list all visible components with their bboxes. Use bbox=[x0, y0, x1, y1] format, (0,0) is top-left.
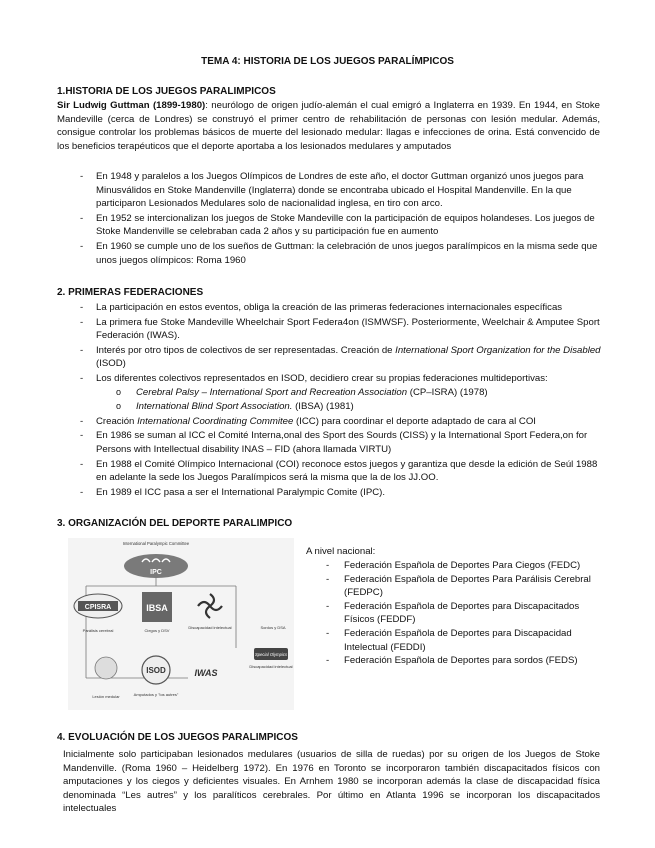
item-text: (ISOD) bbox=[96, 358, 126, 370]
item-text: (CP–ISRA) (1978) bbox=[407, 386, 488, 398]
ipc-logo-text: IPC bbox=[150, 569, 162, 576]
sub-list-item bbox=[96, 386, 601, 400]
special-olympics-text: Special Olympics bbox=[254, 652, 288, 657]
section-2-list bbox=[76, 301, 601, 500]
iwas-text: IWAS bbox=[194, 668, 218, 678]
chart-label: Sordos y DSA bbox=[260, 625, 286, 630]
guttman-name: Sir Ludwig Guttman (1899-1980) bbox=[57, 100, 206, 111]
section-4-text: Inicialmente solo participaban lesionados medulares (usuarios de silla de ruedas) por su origen de los Juegos de Stoke Mandenville. (Roma 1960 – Heidelberg 1972). En 1976 en Toronto se incorporaron también discapacitados físicos con amputaciones y los ciegos y deficientes visuales. En Arnhem 1980 se incorporan además la clase de discapacidad física denominada “Les autres” y los paralíticos cerebrales. Por último en Atlanta 1996 se incorporan los discapacitados intelectuales bbox=[63, 749, 600, 815]
chart-label: Discapacidad intelectual bbox=[249, 664, 293, 669]
list-item: - En 1952 se intercionalizan los juegos de Stoke Mandeville con la participación de equipos holandeses. Los juegos de Stoke Mandenville se celebraban cada 2 años y su participación fue en aumento bbox=[76, 212, 601, 239]
chart-top-label: International Paralympic Committee bbox=[122, 541, 190, 546]
ipc-organization-chart bbox=[68, 538, 294, 710]
chart-label: Lesión medular bbox=[92, 694, 120, 699]
section-4-heading: 4. EVOLUACIÓN DE LOS JUEGOS PARALIMPICOS bbox=[57, 732, 298, 743]
item-text: (IBSA) (1981) bbox=[292, 401, 354, 413]
section-2-heading: 2. PRIMERAS FEDERACIONES bbox=[57, 287, 204, 298]
list-item: - Federación Española de Deportes para Discapacitados Físicos (FEDDF) bbox=[324, 600, 606, 627]
list-item: - La participación en estos eventos, obliga la creación de las primeras federaciones internacionales específicas bbox=[76, 301, 601, 315]
section-1-intro-text: : neurólogo de origen judío-alemán el cual emigró a Inglaterra en 1939. En 1944, en Stoke Mandeville (cerca de Londres) se construyó el primer centro de rehabilitación de personas con lesión medular. Además, consigue controlar los problemas básicos de muerte del lesionado medular: llagas e infecciones de orina. Está convencido de los beneficios terapéuticos que el deporte aportaba a los lesionados medulares y amputados bbox=[57, 100, 600, 152]
item-text: Interés por otro tipos de colectivos de ser representadas. Creación de bbox=[96, 344, 396, 356]
list-item: - En 1986 se suman al ICC el Comité Interna,onal des Sport des Sourds (CISS) y la International Sport Federa,on for Persons with Intellectual disability INAS – FID (ahora llamada VIRTU) bbox=[76, 429, 601, 456]
inas-logo bbox=[197, 593, 223, 619]
item-text: Los diferentes colectivos representados en ISOD, decidiero crear su propias federaciones multideportivas: bbox=[96, 372, 548, 384]
sub-list bbox=[96, 386, 601, 414]
item-text: Creación bbox=[96, 415, 138, 427]
list-item: - Federación Española de Deportes para Discapacidad Intelectual (FEDDI) bbox=[324, 627, 606, 654]
document-title: TEMA 4: HISTORIA DE LOS JUEGOS PARALÍMPICOS bbox=[201, 56, 454, 67]
ibsa-text: IBSA bbox=[146, 603, 168, 613]
section-1-list bbox=[76, 170, 601, 268]
list-item: - En 1988 el Comité Olímpico Internacional (COI) reconoce estos juegos y garantiza que desde la edición de Seúl 1988 en adelante la sede los Juegos Paralímpicos será la misma que la de los JJ.OO. bbox=[76, 458, 601, 485]
section-1-heading: 1.HISTORIA DE LOS JUEGOS PARALIMPICOS bbox=[57, 86, 276, 97]
cpisra-text: CPISRA bbox=[84, 604, 112, 611]
section-3-heading: 3. ORGANIZACIÓN DEL DEPORTE PARALIMPICO bbox=[57, 518, 293, 529]
list-item: - En 1989 el ICC pasa a ser el International Paralympic Comite (IPC). bbox=[76, 486, 601, 500]
list-item: - La primera fue Stoke Mandeville Wheelchair Sport Federa4on (ISMWSF). Posteriormente, Weelchair & Amputee Sport Federación (IWAS). bbox=[76, 316, 601, 343]
list-item bbox=[76, 415, 601, 429]
chart-label: Amputados y "los autres" bbox=[133, 692, 179, 697]
iwas-emblem bbox=[95, 657, 117, 679]
list-item: - Federación Española de Deportes para sordos (FEDS) bbox=[324, 654, 606, 668]
item-italic: International Coordinating Commitee bbox=[137, 415, 294, 427]
item-italic: Cerebral Palsy – International Sport and Recreation Association bbox=[136, 386, 408, 398]
list-item bbox=[76, 372, 601, 414]
item-italic: International Sport Organization for the Disabled bbox=[395, 344, 601, 356]
chart-label: Parálisis cerebral bbox=[82, 628, 114, 633]
chart-label: Discapacidad intelectual bbox=[188, 625, 232, 630]
national-intro: A nivel nacional: bbox=[306, 546, 376, 557]
item-italic: International Blind Sport Association. bbox=[136, 401, 293, 413]
list-item: - En 1960 se cumple uno de los sueños de Guttman: la celebración de unos juegos paralímpicos en la misma sede que unos juegos olímpicos: Roma 1960 bbox=[76, 240, 601, 267]
item-text: (ICC) para coordinar el deporte adaptado de cara al COI bbox=[293, 415, 536, 427]
national-federations-list bbox=[324, 559, 606, 668]
chart-label: Ciegos y DSV bbox=[144, 628, 170, 633]
list-item bbox=[76, 344, 601, 371]
list-item: - Federación Española de Deportes Para Ciegos (FEDC) bbox=[324, 559, 606, 573]
section-1-intro bbox=[57, 99, 600, 153]
isod-text: ISOD bbox=[146, 666, 166, 675]
list-item: - En 1948 y paralelos a los Juegos Olímpicos de Londres de este año, el doctor Guttman organizó unos juegos para Minusválidos en Stoke Mandenville (Inglaterra) donde se encontraba ubicado el Hospital Mandenville. En la que participaron Lesionados Medulares solo de nacionalidad inglesa, en tiro con arco. bbox=[76, 170, 601, 211]
sub-list-item bbox=[96, 400, 601, 414]
list-item: - Federación Española de Deportes Para Parálisis Cerebral (FEDPC) bbox=[324, 573, 606, 600]
